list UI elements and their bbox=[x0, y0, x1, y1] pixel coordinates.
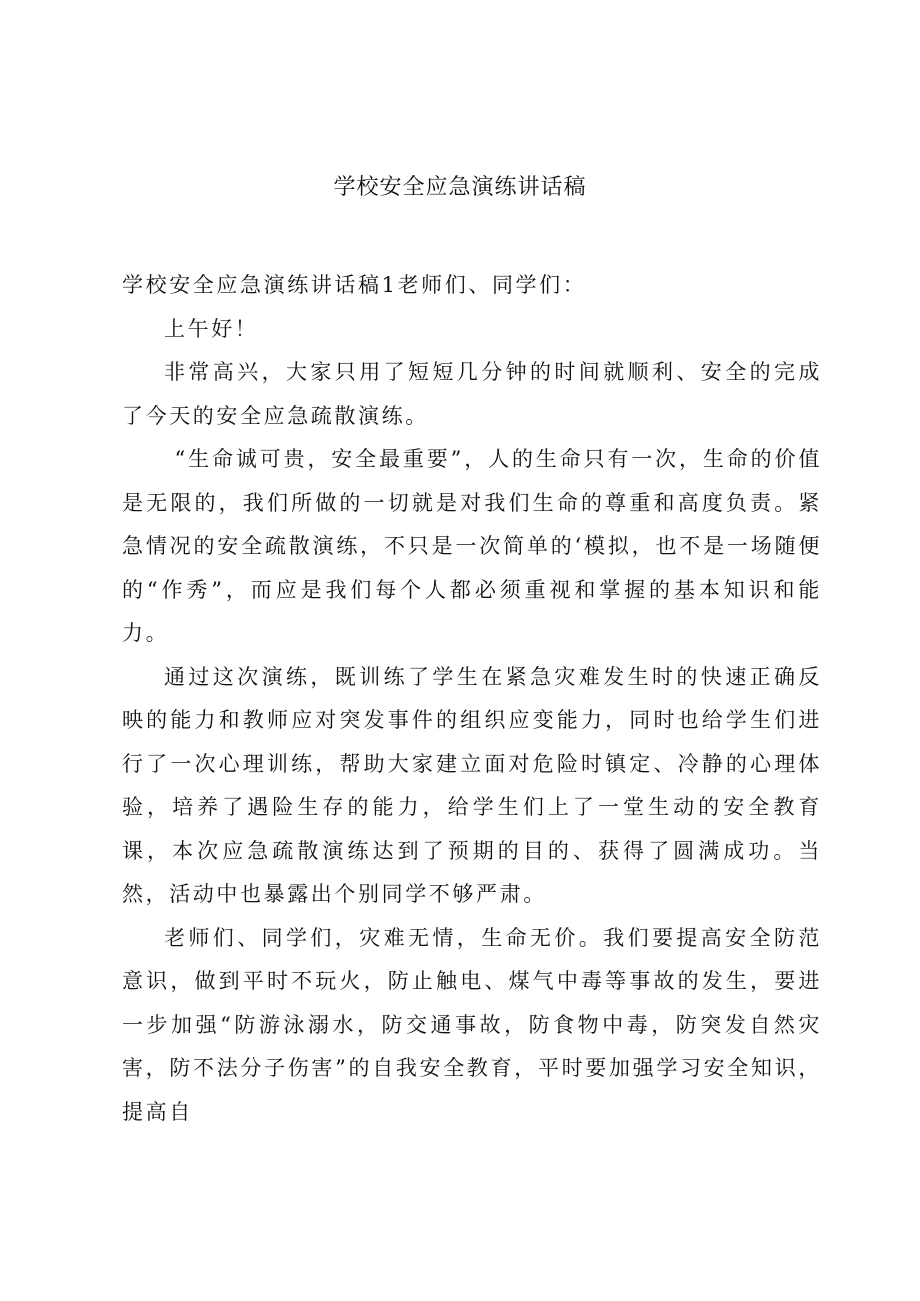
paragraph-greeting: 上午好！ bbox=[164, 316, 259, 341]
document-body bbox=[122, 264, 822, 1134]
document-title: 学校安全应急演练讲话稿 bbox=[333, 175, 587, 200]
paragraph-safety-awareness: 老师们、同学们，灾难无情，生命无价。我们要提高安全防范意识，做到平时不玩火，防止触电、煤气中毒等事故的发生，要进一步加强“防游泳溺水，防交通事故，防食物中毒，防突发自然灾害，防不法分子伤害”的自我安全教育，平时要加强学习安全知识，提高自 bbox=[122, 925, 822, 1124]
paragraph-safety-value: “生命诚可贵，安全最重要”，人的生命只有一次，生命的价值是无限的，我们所做的一切就是对我们生命的尊重和高度负责。紧急情况的安全疏散演练，不只是一次简单的‘模拟，也不是一场随便的“作秀”，而应是我们每个人都必须重视和掌握的基本知识和能力。 bbox=[122, 447, 822, 645]
paragraph-heading-greeting: 学校安全应急演练讲话稿1老师们、同学们： bbox=[122, 273, 587, 297]
paragraph-drill-results: 通过这次演练，既训练了学生在紧急灾难发生时的快速正确反映的能力和教师应对突发事件的组织应变能力，同时也给学生们进行了一次心理训练，帮助大家建立面对危险时镇定、冷静的心理体验，培养了遇险生存的能力，给学生们上了一堂生动的安全教育课，本次应急疏散演练达到了预期的目的、获得了圆满成功。当然，活动中也暴露出个别同学不够严肃。 bbox=[122, 664, 822, 906]
paragraph-intro: 非常高兴，大家只用了短短几分钟的时间就顺利、安全的完成了今天的安全应急疏散演练。 bbox=[122, 360, 822, 428]
